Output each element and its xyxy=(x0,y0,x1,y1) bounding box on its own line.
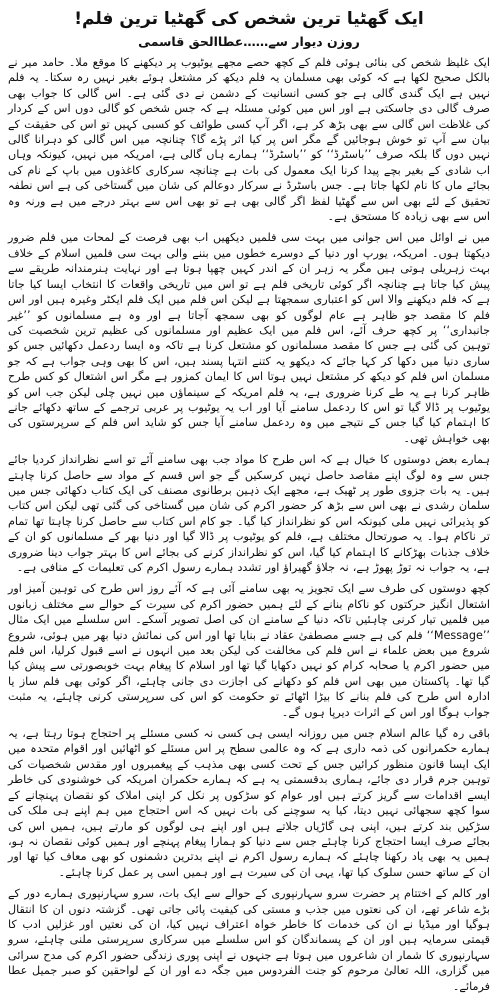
article-byline: روزن دیوار سے……عطاالحق قاسمی xyxy=(138,34,360,49)
paragraph-3: ہمارے بعض دوستوں کا خیال ہے کہ اس طرح کا مواد جب بھی سامنے آئے تو اسے نظرانداز کردیا جائے جس سے وہ لوگ اپنے مقاصد حاصل نہیں کرسکیں گے جو اس قسم کے مواد سے حاصل کرنا چاہتے ہیں۔ یہ بات جزوی طور پر ٹھیک ہے، مجھے ایک ذہین برطانوی مصنف کی ایک کتاب دکھائی جس میں سلمان رشدی نے بھی اس سے بڑھ کر حضور اکرم کی شان میں گستاخی کی گئی تھی لیکن اس کتاب کو پذیرائی نہیں ملی کیونکہ اس کو نظرانداز کیا گیا۔ جو کام اس کتاب سے حاصل کرنا چاہتا تھا تمام تر ناکام ہوا۔ یہ صورتحال مختلف ہے، فلم کو یوٹیوب پر ڈالا گیا اور دنیا بھر کے مسلمانوں کو ان کے خلاف جذبات بھڑکانے کا اہتمام کیا گیا، اس کو نظرانداز کرنے کی بجائے اس کا بہتر جواب دینا ضروری ہے، یہ جواب نہ توڑ پھوڑ ہے، نہ جلاؤ گھیراؤ اور تشدد ہمارے رسول اکرم کی تعلیمات کے منافی ہے۔ xyxy=(8,453,490,574)
paragraph-6: اور کالم کے اختتام پر حضرت سرو سہارنپوری کے حوالے سے ایک بات، سرو سہارنپوری ہمارے دور کے بڑے شاعر تھے، ان کی نعتوں میں جذب و مستی کی کیفیت پائی جاتی تھی۔ گزشتہ دنوں ان کا انتقال ہوگیا اور میڈیا نے ان کی خدمات کا خاطر خواہ اعتراف نہیں کیا، ان کی نعتیں اور غزلیں ادب کا قیمتی سرمایہ ہیں اور ان کے پسماندگان کو اس سلسلے میں سرکاری سرپرستی ملنی چاہئے، سرو سہارنپوری کا شمار ان شاعروں میں ہوتا ہے جنہوں نے اپنی پوری زندگی حضور اکرم کی مدح سرائی میں گزاری، اللہ تعالیٰ مرحوم کو جنت الفردوس میں جگہ دے اور ان کے لواحقین کو صبر جمیل عطا فرمائے۔ xyxy=(8,887,490,993)
paragraph-1: ایک غلیظ شخص کی بنائی ہوئی فلم کے کچھ حصے مجھے یوٹیوب پر دیکھنے کا موقع ملا۔ حامد میر نے بالکل صحیح لکھا ہے کہ کوئی بھی مسلمان یہ فلم دیکھ کر مشتعل ہوئے بغیر نہیں رہ سکتا۔ یہ فلم نہیں ہے ایک گندی گالی ہے جو کسی انسانیت کے دشمن نے دی گئی ہے۔ اس گالی کا جواب بھی صرف گالی دی جاسکتی ہے اور اس میں کوئی مسئلہ ہے کہ جس شخص کو گالی دوں اس کے کردار کی غلاظت اس گالی سے بھی بڑھ کر ہے، اگر آپ کسی طوائف کو کسبی کہیں تو اس کی حقیقت کے بیان سے آپ تو خوش ہوجائیں گے مگر اس پر کیا اثر پڑے گا؟ چنانچہ میں اس گالی کو دہرانا گالی نہیں دوں گا بلکہ صرف ’’باسٹرڈ‘‘ کو ’’باسٹرڈ‘‘ ہمارے ہاں گالی ہے، امریکہ میں نہیں، کیونکہ وہاں اب شادی کے بغیر بچے پیدا کرنا ایک معمول کی بات ہے چنانچہ سرکاری کاغذوں میں باپ کے نام کی بجائے ماں کا نام لکھا جاتا ہے۔ جس باسٹرڈ نے سرکار دوعالم کی شان میں گستاخی کی ہے اس نطفہ تحقیق کے لئے بھی اس سے گھٹیا لفظ اگر گالی بھی ہے تو بھی اس سے بہتر درجے میں ہے ورنہ وہ اس سے بھی زیادہ کا مستحق ہے۔ xyxy=(8,56,490,224)
paragraph-5: باقی رہ گیا عالم اسلام جس میں روزانہ ایسی ہی کسی نہ کسی مسئلے پر احتجاج ہوتا رہتا ہے، یہ ہمارے حکمرانوں کی ذمہ داری ہے کہ وہ عالمی سطح پر اس مسئلے کو اٹھائیں اور اقوام متحدہ میں ایک ایسا قانون منظور کرائیں جس کے تحت کسی بھی مذہب کے پیغمبروں اور مقدس شخصیات کی توہین جرم قرار دی جائے، ہماری بدقسمتی یہ ہے کہ ہمارے حکمران امریکہ کی خوشنودی کی خاطر ایسے اقدامات سے گریز کرتے ہیں اور عوام کو سڑکوں پر نکل کر اپنی املاک کو نقصان پہنچانے کے سوا کچھ سجھائی نہیں دیتا، کیا یہ سوچنے کی بات نہیں کہ اس احتجاج میں ہم اپنے ہی ملک کی سڑکیں بند کرتے ہیں، اپنی ہی گاڑیاں جلاتے ہیں اور اپنے ہی لوگوں کو مارتے ہیں، ہمیں اس کی بجائے صرف ایسا احتجاج کرنا چاہئے جس سے دنیا کو ہمارا پیغام پہنچے اور ہمیں کوئی نقصان نہ ہو، ہمیں یہ بھی یاد رکھنا چاہئے کہ ہمارے رسول اکرم نے اپنے بدترین دشمنوں کو بھی معاف کیا تھا اور ان کے ساتھ حسن سلوک کیا تھا، یہی ان کی سیرت ہے اور ہمیں اسی پر عمل کرنا چاہئے۔ xyxy=(8,727,490,879)
paragraph-4: کچھ دوستوں کی طرف سے ایک تجویز یہ بھی سامنے آئی ہے کہ آئے روز اس طرح کی توہین آمیز اور اشتعال انگیز حرکتوں کو ناکام بنانے کے لئے ہمیں حضور اکرم کی سیرت کے حوالے سے مختلف زبانوں میں فلمیں تیار کرنی چاہئیں تاکہ دنیا کے سامنے ان کی اصل تصویر آسکے۔ اس سلسلے میں ایک مثال ’’Message‘‘ فلم کی ہے جسے مصطفیٰ عقاد نے بنایا تھا اور اس کی نمائش دنیا بھر میں ہوئی، شروع شروع میں بعض علماء نے اس فلم کی مخالفت کی لیکن بعد میں انہوں نے اسے قبول کرلیا، اس فلم میں حضور اکرم یا صحابہ کرام کو نہیں دکھایا گیا تھا اور اسلام کا پیغام بہت خوبصورتی سے پیش کیا گیا تھا۔ پاکستان میں بھی اس فلم کو دکھانے کی اجازت دی جانی چاہئے، اگر کوئی بھی فلم ساز یا ادارہ اس طرح کی فلم بنانے کا بیڑا اٹھائے تو حکومت کو اس کی سرپرستی کرنی چاہئے، یہ مثبت جواب ہوگا اور اس کے اثرات دیرپا ہوں گے۔ xyxy=(8,582,490,719)
paragraph-2: میں نے اوائل میں اس جوانی میں بہت سی فلمیں دیکھیں اب بھی فرصت کے لمحات میں فلم ضرور دیکھتا ہوں۔ امریکہ، یورپ اور دنیا کے دوسرے خطوں میں بننے والی بہت سی فلمیں اسلام کے خلاف بہت زہریلی ہوتی ہیں مگر یہ زہر ان کے اندر کہیں چھپا ہوتا ہے اور نہایت ہنرمندانہ طریقے سے پیش کیا جاتا ہے چنانچہ اگر کوئی تاریخی فلم ہے تو اس میں تاریخی واقعات کا انتخاب ایسا کیا جاتا ہے کہ فلم دیکھنے والا اس کو اعتباری سمجھتا ہے لیکن اس فلم میں ایک فلم ایکٹر وغیرہ ہیں اور اس فلم کا مقصد جو ظاہر ہے عام لوگوں کو بھی سمجھ آجاتا ہے اور وہ ہے مسلمانوں کو ’’غیر جانبداری‘‘ پر کچھ حرف آئے، اس فلم میں ایک عظیم اور مسلمانوں کی عظیم ترین شخصیت کی توہین کی گئی ہے جس کا مقصد مسلمانوں کو مشتعل کرنا ہے تاکہ وہ ایسا ردعمل دکھائیں جس کو ساری دنیا میں دکھا کر کہا جائے کہ دیکھو یہ کتنے انتہا پسند ہیں، اس کا بھی وہی جواب ہے کہ جو مسلمان اس فلم کو دیکھ کر مشتعل نہیں ہوتا اس کا ایمان کمزور ہے مگر اس اشتعال کو کس طرح ظاہر کرنا ہے یہ طے کرنا ضروری ہے، یہ فلم امریکہ کے سینماؤں میں نہیں چلی لیکن جب اس کو یوٹیوب پر ڈالا گیا تو اس کا ردعمل سامنے آیا اور اب یہ یوٹیوب پر عربی ترجمے کے ساتھ دکھائے جانے کا اہتمام کیا گیا جس کے نتیجے میں وہ ردعمل سامنے آیا جس کو شاید اس فلم کے سرپرستوں کی بھی خواہش تھی۔ xyxy=(8,231,490,445)
article-title: ایک گھٹیا ترین شخص کی گھٹیا ترین فلم! xyxy=(74,9,424,29)
